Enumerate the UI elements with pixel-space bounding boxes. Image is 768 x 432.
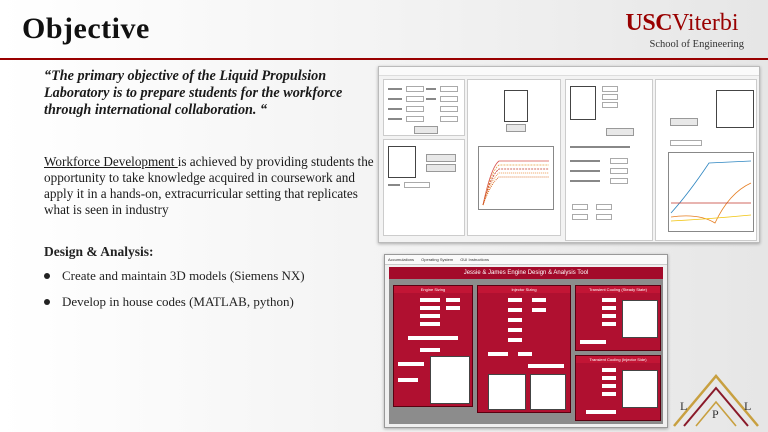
injector-side-cooling-box: Transient Cooling (Injector Side) (575, 355, 661, 421)
gui-chart-panel (655, 79, 757, 241)
gui-output-panel (383, 139, 465, 236)
gui-line-plot (478, 146, 554, 210)
objective-quote: “The primary objective of the Liquid Propulsion Laboratory is to prepare students for the workforce through international collaboration. “ (44, 68, 343, 118)
bullet-list (44, 268, 305, 320)
tab-operating-system[interactable]: Operating System (421, 257, 454, 262)
logo-usc: USC (625, 10, 673, 36)
bullet-dot-icon (44, 273, 50, 279)
bullet-item: Create and maintain 3D models (Siemens NX) (44, 268, 305, 284)
bullet-item: Develop in house codes (MATLAB, python) (44, 294, 305, 310)
gui-temperature-plot (668, 152, 754, 232)
logo-viterbi: Viterbi (672, 10, 739, 36)
tool-app-area (389, 267, 663, 424)
tool-tabs (385, 255, 667, 265)
design-tool-screenshot (384, 254, 668, 428)
logo-school: School of Engineering (649, 39, 744, 50)
workforce-text: is achieved by providing students the opportunity to take knowledge acquired in coursework and apply it in a hands-on, extracurricular setting that replicates what is seen in industry (44, 154, 374, 217)
gui-settings-panel (565, 79, 653, 241)
lpl-letter-l2: L (744, 399, 752, 413)
design-analysis-heading: Design & Analysis: (44, 244, 154, 259)
workforce-term: Workforce Development (44, 154, 178, 169)
gui-plot-panel (467, 79, 561, 236)
slide-title: Objective (22, 12, 150, 45)
tab-accumulations[interactable]: Accumulations (388, 257, 415, 262)
tab-gui-instructions[interactable]: GUI Instructions (460, 257, 489, 262)
gui-titlebar (379, 67, 759, 76)
usc-viterbi-logo (626, 10, 744, 50)
workforce-paragraph (44, 154, 384, 218)
lpl-logo (670, 372, 762, 430)
engine-sizing-box: Engine Sizing (393, 285, 473, 407)
gui-input-panel (383, 79, 465, 136)
title-rule (0, 58, 768, 60)
injector-sizing-box: Injector Sizing (477, 285, 571, 413)
lpl-letter-p: P (712, 407, 719, 421)
lpl-letter-l1: L (680, 399, 688, 413)
engine-gui-screenshot (378, 66, 760, 243)
tool-app-title: Jessie & James Engine Design & Analysis Tool (389, 267, 663, 279)
bullet-dot-icon (44, 299, 50, 305)
steady-state-cooling-box: Transient Cooling (Steady State) (575, 285, 661, 351)
